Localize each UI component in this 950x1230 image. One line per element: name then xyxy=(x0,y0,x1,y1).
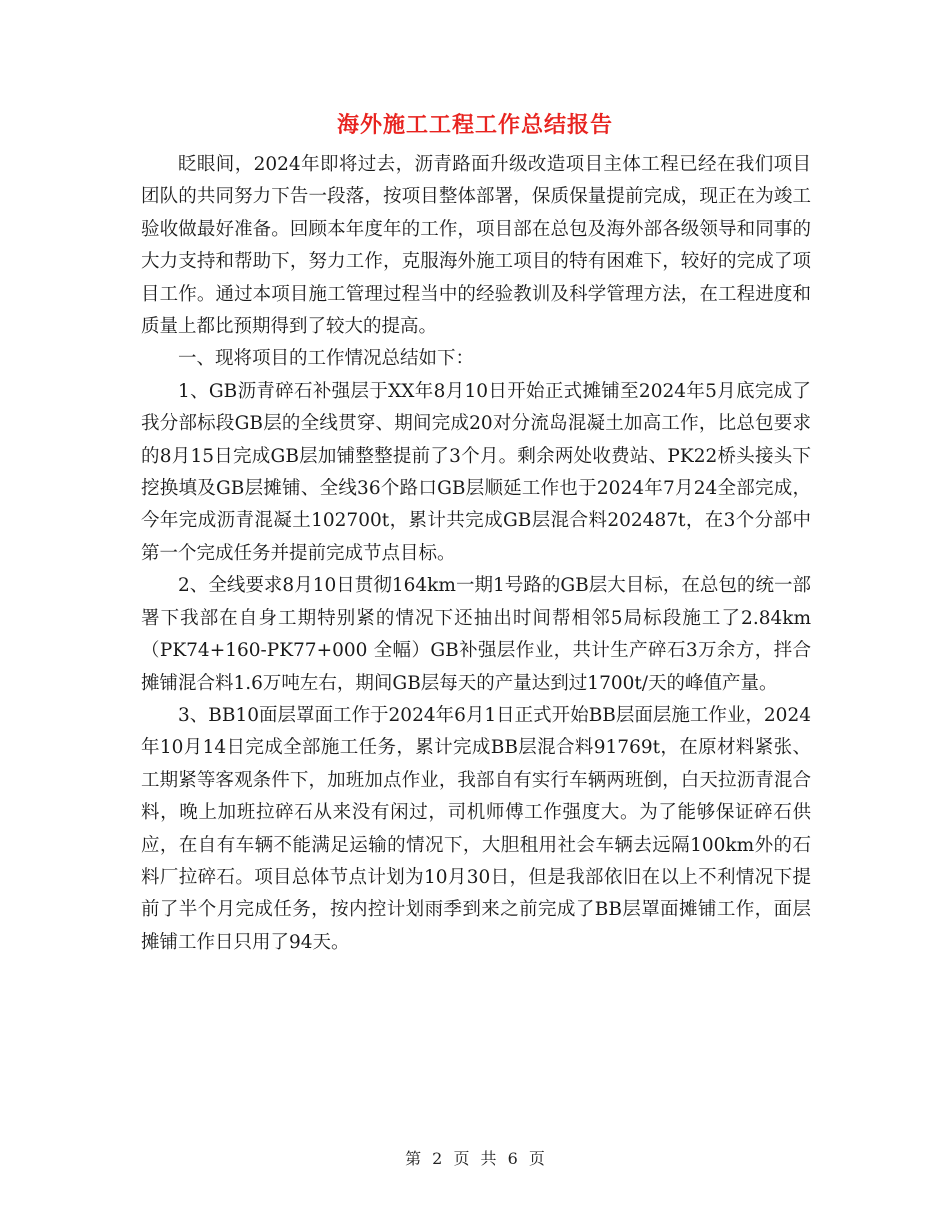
paragraph-item-1: 1、GB沥青碎石补强层于XX年8月10日开始正式摊铺至2024年5月底完成了我分部标段GB层的全线贯穿、期间完成20对分流岛混凝土加高工作，比总包要求的8月15日完成GB层加铺整整提前了3个月。剩余两处收费站、PK22桥头接头下挖换填及GB层摊铺、全线36个路口GB层顺延工作也于2024年7月24全部完成，今年完成沥青混凝土102700t，累计共完成GB层混合料202487t，在3个分部中第一个完成任务并提前完成节点目标。 xyxy=(141,380,811,564)
document-body xyxy=(141,149,811,959)
page-footer: 第 2 页 共 6 页 xyxy=(405,1149,545,1168)
paragraph-item-2: 2、全线要求8月10日贯彻164km一期1号路的GB层大目标，在总包的统一部署下我部在自身工期特别紧的情况下还抽出时间帮相邻5局标段施工了2.84km（PK74+160-PK77+000 全幅）GB补强层作业，共计生产碎石3万余方，拌合摊铺混合料1.6万吨左右，期间GB层每天的产量达到过1700t/天的峰值产量。 xyxy=(141,575,811,694)
paragraph-intro: 眨眼间，2024年即将过去，沥青路面升级改造项目主体工程已经在我们项目团队的共同努力下告一段落，按项目整体部署，保质保量提前完成，现正在为竣工验收做最好准备。回顾本年度年的工作，项目部在总包及海外部各级领导和同事的大力支持和帮助下，努力工作，克服海外施工项目的特有困难下，较好的完成了项目工作。通过本项目施工管理过程当中的经验教训及科学管理方法，在工程进度和质量上都比预期得到了较大的提高。 xyxy=(141,154,811,338)
document-title: 海外施工工程工作总结报告 xyxy=(336,112,613,138)
paragraph-item-3: 3、BB10面层罩面工作于2024年6月1日正式开始BB层面层施工作业，2024年10月14日完成全部施工任务，累计完成BB层混合料91769t，在原材料紧张、工期紧等客观条件下，加班加点作业，我部自有实行车辆两班倒，白天拉沥青混合料，晚上加班拉碎石从来没有闲过，司机师傅工作强度大。为了能够保证碎石供应，在自有车辆不能满足运输的情况下，大胆租用社会车辆去远隔100km外的石料厂拉碎石。项目总体节点计划为10月30日，但是我部依旧在以上不利情况下提前了半个月完成任务，按内控计划雨季到来之前完成了BB层罩面摊铺工作，面层摊铺工作日只用了94天。 xyxy=(141,704,811,953)
paragraph-section-heading: 一、现将项目的工作情况总结如下： xyxy=(178,348,475,370)
